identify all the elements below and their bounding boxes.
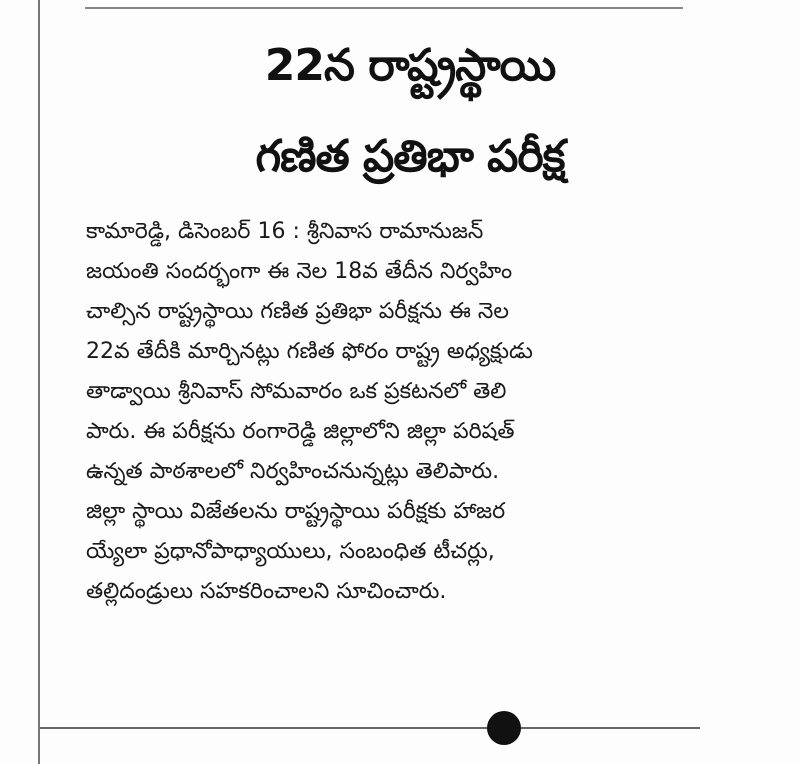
body-line: జయంతి సందర్భంగా ఈ నెల 18వ తేదీన నిర్వహిం [86,259,513,284]
column-divider [38,0,40,764]
headline-line-1: 22న రాష్ట్రస్థాయి [264,40,556,91]
body-line: ఉన్నత పాఠశాలలో నిర్వహించనున్నట్లు తెలిపారు. [86,459,500,484]
end-marker-dot [487,711,521,745]
body-line: య్యేలా ప్రధానోపాధ్యాయులు, సంబంధిత టీచర్లు, [86,539,495,564]
body-line: తాడ్వాయి శ్రీనివాస్ సోమవారం ఒక ప్రకటనలో తెలి [86,379,507,404]
headline-line-2: గణిత ప్రతిభా పరీక్ష [255,131,565,182]
body-line: పారు. ఈ పరీక్షను రంగారెడ్డి జిల్లాలోని జిల్లా పరిషత్ [86,419,515,444]
body-line: జిల్లా స్థాయి విజేతలను రాష్ట్రస్థాయి పరీక్షకు హాజర [86,499,506,524]
article-body [86,212,698,612]
body-line: 22వ తేదీకి మార్చినట్లు గణిత ఫోరం రాష్ట్ర అధ్యక్షుడు [86,339,533,364]
top-divider [85,7,683,9]
body-line: తల్లిదండ్రులు సహకరించాలని సూచించారు. [86,579,447,604]
body-line: చాల్సిన రాష్ట్రస్థాయి గణిత ప్రతిభా పరీక్షను ఈ నెల [86,299,509,324]
bottom-divider [40,727,700,729]
body-line: కామారెడ్డి, డిసెంబర్ 16 : శ్రీనివాస రామానుజన్ [86,219,484,244]
